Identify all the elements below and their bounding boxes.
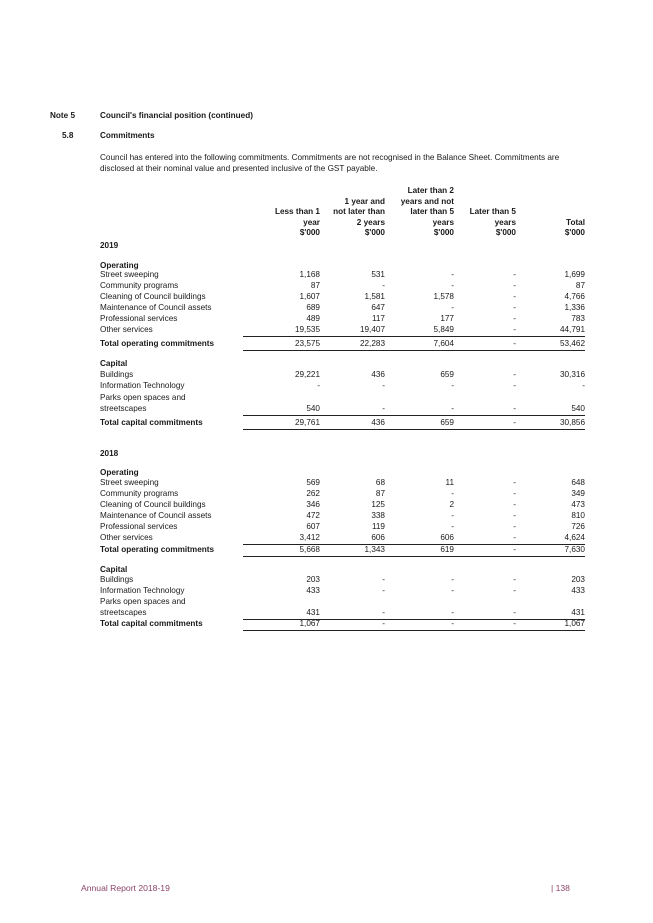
table-row: Parks open spaces and	[100, 597, 186, 606]
table-row: Buildings 29,221 436 659 - 30,316	[100, 370, 585, 379]
table-row: Community programs 87 - - - 87	[100, 281, 585, 290]
table-row: Maintenance of Council assets 472 338 - - 810	[100, 511, 585, 520]
rule	[308, 630, 385, 631]
table-row: streetscapes 540 - - - 540	[100, 404, 585, 413]
footer-report-title: Annual Report 2018-19	[81, 883, 170, 893]
operating-heading-2018: Operating	[100, 468, 139, 477]
column-header: 1 year and not later than 2 years $'000	[333, 196, 385, 237]
capital-heading-2019: Capital	[100, 359, 128, 368]
rule	[308, 556, 385, 557]
total-row: Total capital commitments 1,067 - - - 1,067	[100, 619, 585, 628]
rule	[308, 336, 385, 337]
rule	[508, 630, 585, 631]
table-row: Cleaning of Council buildings 1,607 1,581 1,578 - 4,766	[100, 292, 585, 301]
table-row: Information Technology - - - - -	[100, 381, 585, 390]
table-row: Other services 3,412 606 606 - 4,624	[100, 533, 585, 542]
year-heading-2018: 2018	[100, 449, 119, 458]
table-row: Maintenance of Council assets 689 647 - - 1,336	[100, 303, 585, 312]
table-row: Street sweeping 1,168 531 - - 1,699	[100, 270, 585, 279]
section-title: Commitments	[100, 131, 155, 140]
rule	[508, 415, 585, 416]
column-header: Total $'000	[564, 217, 585, 237]
rule	[439, 556, 516, 557]
rule	[439, 630, 516, 631]
total-row: Total capital commitments 29,761 436 659 - 30,856	[100, 418, 585, 427]
note-label: Note 5	[50, 111, 76, 120]
rule	[508, 350, 585, 351]
rule	[308, 350, 385, 351]
capital-heading-2018: Capital	[100, 565, 128, 574]
year-heading-2019: 2019	[100, 241, 119, 250]
column-header: Later than 2 years and not later than 5 years $'000	[400, 186, 454, 237]
table-row: Other services 19,535 19,407 5,849 - 44,791	[100, 325, 585, 334]
rule	[508, 336, 585, 337]
note-title: Council's financial position (continued)	[100, 111, 253, 120]
rule	[508, 429, 585, 430]
table-row: Professional services 489 117 177 - 783	[100, 314, 585, 323]
rule	[308, 415, 385, 416]
rule	[439, 415, 516, 416]
total-row: Total operating commitments 23,575 22,283 7,604 - 53,462	[100, 339, 585, 348]
rule	[308, 429, 385, 430]
operating-heading-2019: Operating	[100, 261, 139, 270]
table-row: Information Technology 433 - - - 433	[100, 586, 585, 595]
rule	[439, 350, 516, 351]
table-row: Cleaning of Council buildings 346 125 2 - 473	[100, 500, 585, 509]
section-number: 5.8	[62, 131, 74, 140]
intro-paragraph: Council has entered into the following commitments. Commitments are not recognised in the Balance Sheet. Commitments are disclosed at their nominal value and presented inclusive of the GST payable.	[100, 153, 560, 173]
rule	[508, 556, 585, 557]
total-row: Total operating commitments 5,668 1,343 619 - 7,630	[100, 545, 585, 554]
rule	[439, 336, 516, 337]
table-row: Community programs 262 87 - - 349	[100, 489, 585, 498]
table-row: Buildings 203 - - - 203	[100, 575, 585, 584]
table-row: Parks open spaces and	[100, 393, 186, 402]
table-row: Professional services 607 119 - - 726	[100, 522, 585, 531]
column-header: Later than 5 years $'000	[469, 207, 516, 237]
footer-page-number: | 138	[551, 883, 570, 893]
rule	[439, 429, 516, 430]
table-row: streetscapes 431 - - - 431	[100, 608, 585, 617]
column-header: Less than 1 year $'000	[274, 207, 320, 237]
table-row: Street sweeping 569 68 11 - 648	[100, 478, 585, 487]
